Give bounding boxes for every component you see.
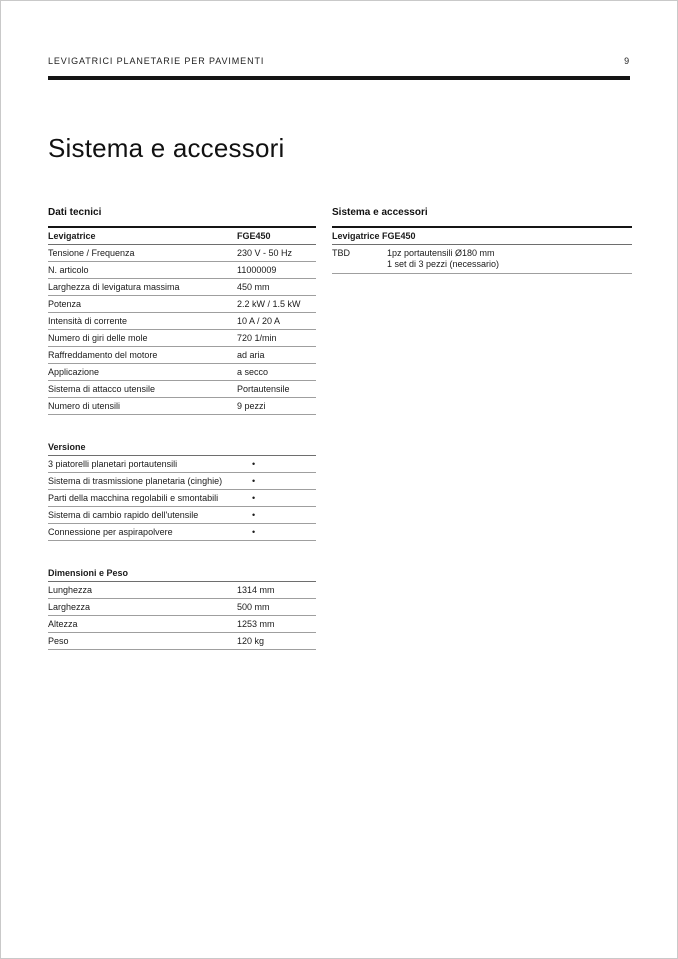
row-bullet: • <box>252 527 256 537</box>
dimensioni-rows <box>48 582 316 650</box>
row-label: Raffreddamento del motore <box>48 350 158 360</box>
table-row <box>48 313 316 330</box>
row-value: 1314 mm <box>237 585 275 595</box>
row-label: Larghezza di levigatura massima <box>48 282 180 292</box>
versione-rows <box>48 456 316 541</box>
running-header <box>48 56 630 67</box>
row-label: Larghezza <box>48 602 91 612</box>
table-row <box>48 582 316 599</box>
header-rule <box>48 76 630 80</box>
accessori-value-line1: 1pz portautensili Ø180 mm <box>387 248 495 258</box>
table-row <box>48 490 316 507</box>
row-label: Numero di giri delle mole <box>48 333 148 343</box>
dimensioni-heading: Dimensioni e Peso <box>48 565 316 582</box>
row-bullet: • <box>252 459 256 469</box>
row-label: Altezza <box>48 619 78 629</box>
running-title: LEVIGATRICI PLANETARIE PER PAVIMENTI <box>48 56 265 66</box>
row-value: 120 kg <box>237 636 265 646</box>
table-header-value: FGE450 <box>237 231 271 241</box>
row-label: Connessione per aspirapolvere <box>48 527 173 537</box>
column-gap <box>316 207 332 650</box>
table-header-label: Levigatrice <box>48 231 96 241</box>
table-row <box>48 616 316 633</box>
table-row <box>48 262 316 279</box>
accessori-row <box>332 245 632 274</box>
row-bullet: • <box>252 493 256 503</box>
table-row <box>48 279 316 296</box>
dati-tecnici-section <box>48 207 316 650</box>
sistema-accessori-heading: Sistema e accessori <box>332 207 428 218</box>
row-label: 3 piatorelli planetari portautensili <box>48 459 178 469</box>
table-row <box>48 507 316 524</box>
row-bullet: • <box>252 510 256 520</box>
table-row <box>48 599 316 616</box>
row-value: 11000009 <box>237 265 277 275</box>
row-value: 500 mm <box>237 602 270 612</box>
row-label: Numero di utensili <box>48 401 121 411</box>
accessori-value-line2: 1 set di 3 pezzi (necessario) <box>387 259 500 269</box>
content-columns <box>48 207 630 650</box>
row-value: 230 V - 50 Hz <box>237 248 293 258</box>
row-label: Sistema di cambio rapido dell'utensile <box>48 510 199 520</box>
accessori-header-row <box>332 228 632 245</box>
row-label: Peso <box>48 636 69 646</box>
table-row <box>48 473 316 490</box>
row-label: N. articolo <box>48 265 89 275</box>
table-row <box>48 456 316 473</box>
page-title: Sistema e accessori <box>48 133 285 163</box>
row-value: 2.2 kW / 1.5 kW <box>237 299 301 309</box>
table-row <box>48 524 316 541</box>
table-row <box>48 364 316 381</box>
table-row <box>48 245 316 262</box>
table-row <box>48 296 316 313</box>
row-bullet: • <box>252 476 256 486</box>
row-value: 9 pezzi <box>237 401 266 411</box>
table-row <box>48 398 316 415</box>
versione-heading: Versione <box>48 439 316 456</box>
table-row <box>48 330 316 347</box>
row-label: Applicazione <box>48 367 100 377</box>
accessori-header-label: Levigatrice FGE450 <box>332 231 416 241</box>
accessori-row-label: TBD <box>332 248 350 258</box>
row-label: Tensione / Frequenza <box>48 248 135 258</box>
row-value: 720 1/min <box>237 333 277 343</box>
row-value: 1253 mm <box>237 619 275 629</box>
dati-tecnici-heading: Dati tecnici <box>48 207 102 218</box>
row-label: Sistema di attacco utensile <box>48 384 156 394</box>
table-row <box>48 633 316 650</box>
row-label: Sistema di trasmissione planetaria (cinghie) <box>48 476 223 486</box>
row-value: 10 A / 20 A <box>237 316 281 326</box>
row-label: Parti della macchina regolabili e smontabili <box>48 493 219 503</box>
accessori-row-value <box>387 248 632 270</box>
sistema-accessori-section <box>332 207 632 650</box>
row-label: Intensità di corrente <box>48 316 128 326</box>
table-header-row <box>48 228 316 245</box>
dati-tecnici-rows <box>48 245 316 415</box>
row-value: 450 mm <box>237 282 270 292</box>
row-value: a secco <box>237 367 269 377</box>
row-value: Portautensile <box>237 384 290 394</box>
row-label: Lunghezza <box>48 585 93 595</box>
page-number: 9 <box>624 56 630 66</box>
row-label: Potenza <box>48 299 82 309</box>
table-row <box>48 347 316 364</box>
table-row <box>48 381 316 398</box>
row-value: ad aria <box>237 350 265 360</box>
